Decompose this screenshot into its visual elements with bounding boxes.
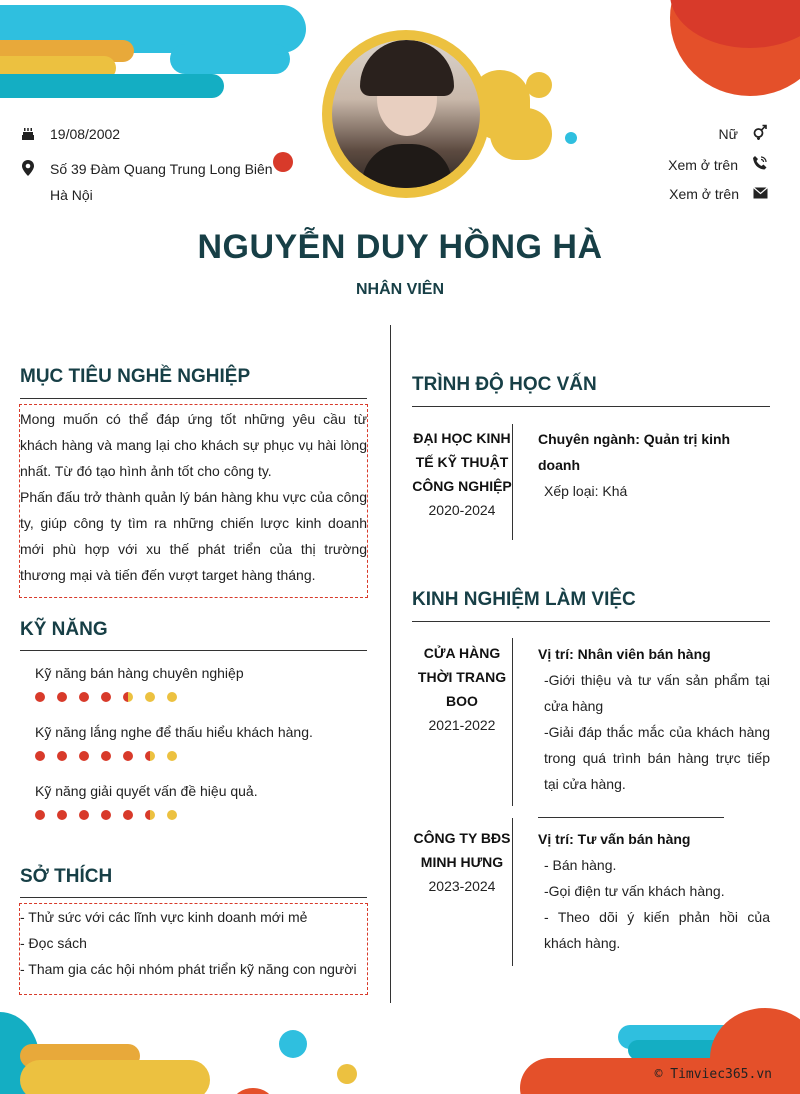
location-pin-icon bbox=[20, 160, 36, 176]
experience-underline bbox=[412, 621, 770, 622]
profile-photo bbox=[332, 40, 480, 188]
gender-row bbox=[719, 124, 768, 143]
hobby-item: - Tham gia các hội nhóm phát triển kỹ năng con người bbox=[20, 961, 357, 977]
rating-dot bbox=[123, 810, 133, 820]
rating-dot bbox=[57, 692, 67, 702]
decor-bottom-left bbox=[0, 1000, 380, 1094]
profile-photo-frame bbox=[322, 30, 490, 198]
skill-label: Kỹ năng lắng nghe để thấu hiểu khách hàng. bbox=[35, 724, 313, 740]
objective-paragraph-1: Mong muốn có thể đáp ứng tốt những yêu cầu từ khách hàng và mang lại cho khách sự phục vụ hài lòng nhất. Từ đó tạo hình ảnh tốt cho công ty. bbox=[20, 411, 367, 479]
experience-bar bbox=[512, 638, 513, 806]
skill-label: Kỹ năng giải quyết vấn đề hiệu quả. bbox=[35, 783, 258, 799]
experience-bar bbox=[512, 818, 513, 966]
rating-dot bbox=[101, 751, 111, 761]
address-row bbox=[20, 156, 273, 208]
job-position: Vị trí: Tư vấn bán hàng bbox=[538, 831, 691, 847]
job-details bbox=[538, 641, 770, 797]
rating-dot bbox=[167, 692, 177, 702]
education-bar bbox=[512, 424, 513, 540]
hobbies-box bbox=[19, 903, 368, 995]
rating-dot bbox=[145, 751, 155, 761]
rating-dot bbox=[35, 751, 45, 761]
company-block bbox=[412, 826, 512, 898]
objective-underline bbox=[20, 398, 367, 399]
rating-dot bbox=[57, 810, 67, 820]
skill-rating bbox=[35, 810, 177, 820]
rating-dot bbox=[79, 751, 89, 761]
address-line-1: Số 39 Đàm Quang Trung Long Biên bbox=[50, 161, 273, 177]
job-description: -Giải đáp thắc mắc của khách hàng trong quá trình bán hàng trực tiếp tại cửa hàng. bbox=[544, 724, 770, 792]
job-description: - Theo dõi ý kiến phản hồi của khách hàng. bbox=[544, 909, 770, 951]
job-role: NHÂN VIÊN bbox=[355, 281, 444, 298]
education-major: Chuyên ngành: Quản trị kinh doanh bbox=[538, 431, 731, 473]
rating-dot bbox=[167, 751, 177, 761]
job-position: Vị trí: Nhân viên bán hàng bbox=[538, 646, 711, 662]
school-name-line: ĐẠI HỌC KINH bbox=[413, 430, 511, 446]
objective-paragraph-2: Phấn đấu trở thành quản lý bán hàng khu vực của công ty, giúp công ty tìm ra những chiến lược kinh doanh mới phù hợp với xu thế phát triển của thị trường thương mại và tiến đến vượt target hàng tháng. bbox=[20, 489, 367, 583]
copyright-text: © Timviec365.vn bbox=[654, 1067, 772, 1082]
skill-rating bbox=[35, 751, 177, 761]
education-title: TRÌNH ĐỘ HỌC VẤN bbox=[412, 374, 597, 395]
school-name-line: TẾ KỸ THUẬT bbox=[415, 454, 509, 470]
skills-title: KỸ NĂNG bbox=[20, 619, 108, 640]
phone-text: Xem ở trên bbox=[668, 156, 738, 173]
job-description: -Gọi điện tư vấn khách hàng. bbox=[544, 883, 725, 899]
rating-dot bbox=[123, 751, 133, 761]
company-name-line: BOO bbox=[446, 693, 478, 709]
hobby-item: - Đọc sách bbox=[20, 935, 87, 951]
rating-dot bbox=[123, 692, 133, 702]
hobbies-underline bbox=[20, 897, 367, 898]
gender-icon bbox=[752, 124, 768, 143]
job-description: -Giới thiệu và tư vấn sản phẩm tại cửa hàng bbox=[544, 672, 770, 714]
school-name-line: CÔNG NGHIỆP bbox=[412, 478, 512, 494]
job-details bbox=[538, 826, 770, 956]
skill-label: Kỹ năng bán hàng chuyên nghiệp bbox=[35, 665, 244, 681]
job-description: - Bán hàng. bbox=[544, 857, 617, 873]
objective-box bbox=[19, 404, 368, 598]
decor-top-right bbox=[670, 0, 800, 100]
address-text bbox=[50, 156, 273, 208]
job-years: 2023-2024 bbox=[428, 878, 496, 894]
skills-underline bbox=[20, 650, 367, 651]
company-name-line: CÔNG TY BĐS bbox=[413, 830, 511, 846]
rating-dot bbox=[35, 810, 45, 820]
full-name: NGUYỄN DUY HỒNG HÀ bbox=[197, 228, 603, 266]
company-name-line: CỬA HÀNG bbox=[423, 645, 501, 661]
birthday-text: 19/08/2002 bbox=[50, 126, 121, 142]
rating-dot bbox=[101, 810, 111, 820]
job-separator bbox=[538, 817, 724, 818]
birthday-cake-icon bbox=[20, 126, 36, 142]
hobbies-title: SỞ THÍCH bbox=[20, 866, 113, 887]
rating-dot bbox=[79, 810, 89, 820]
company-name-line: MINH HƯNG bbox=[420, 854, 504, 870]
experience-title: KINH NGHIỆM LÀM VIỆC bbox=[412, 589, 636, 610]
objective-title: MỤC TIÊU NGHỀ NGHIỆP bbox=[20, 366, 251, 387]
rating-dot bbox=[145, 692, 155, 702]
rating-dot bbox=[57, 751, 67, 761]
school-block bbox=[412, 426, 512, 522]
company-block bbox=[412, 641, 512, 737]
education-years: 2020-2024 bbox=[428, 502, 496, 518]
envelope-icon bbox=[753, 186, 768, 202]
address-line-2: Hà Nội bbox=[50, 187, 93, 203]
rating-dot bbox=[101, 692, 111, 702]
rating-dot bbox=[167, 810, 177, 820]
skill-rating bbox=[35, 692, 177, 702]
phone-icon bbox=[752, 155, 768, 174]
email-row bbox=[669, 186, 768, 202]
rating-dot bbox=[79, 692, 89, 702]
column-divider bbox=[390, 325, 391, 1003]
email-text: Xem ở trên bbox=[669, 186, 739, 202]
rating-dot bbox=[145, 810, 155, 820]
hobby-item: - Thử sức với các lĩnh vực kinh doanh mới mẻ bbox=[20, 909, 308, 925]
phone-row bbox=[668, 155, 768, 174]
education-details bbox=[538, 426, 770, 504]
education-grade: Xếp loại: Khá bbox=[544, 483, 628, 499]
company-name-line: THỜI TRANG bbox=[417, 669, 507, 685]
rating-dot bbox=[35, 692, 45, 702]
birthday-row bbox=[20, 126, 120, 142]
education-underline bbox=[412, 406, 770, 407]
gender-text: Nữ bbox=[718, 125, 738, 142]
job-years: 2021-2022 bbox=[428, 717, 496, 733]
